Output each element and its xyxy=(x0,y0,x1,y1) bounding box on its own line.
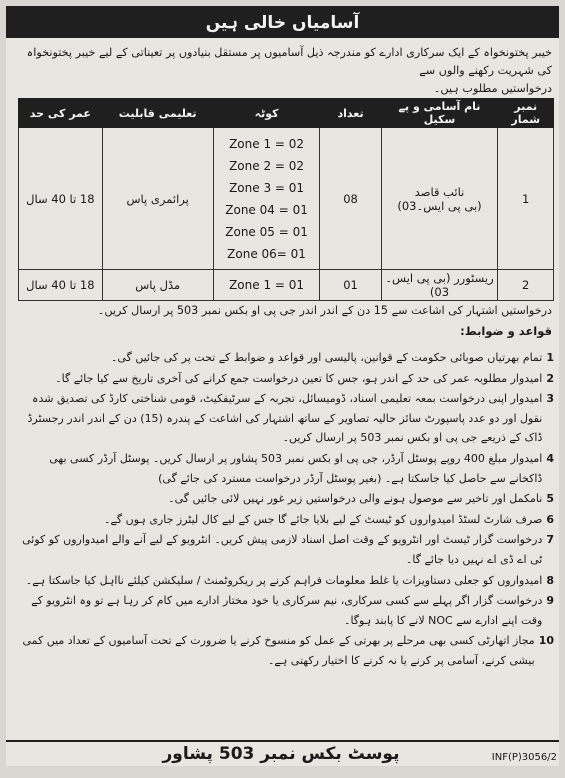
table-row xyxy=(19,270,554,301)
list-item xyxy=(20,449,554,488)
header-count: تعداد xyxy=(320,99,381,128)
footer xyxy=(6,740,559,772)
header-serial: نمبر شمار xyxy=(498,99,554,128)
zone-entry: Zone 04 = 01 xyxy=(225,202,308,217)
list-item xyxy=(20,571,554,591)
list-item xyxy=(20,530,554,569)
row-serial: 2 xyxy=(498,270,554,301)
rule-number: 9 xyxy=(546,594,554,608)
list-item xyxy=(20,489,554,509)
list-item xyxy=(20,631,554,670)
header-qualification: تعلیمی قابلیت xyxy=(102,99,213,128)
rule-number: 8 xyxy=(546,573,554,587)
vacancies-table xyxy=(18,98,554,301)
row-serial: 1 xyxy=(498,128,554,270)
zone-entry: Zone 1 = 01 xyxy=(229,278,305,292)
rules-list xyxy=(20,348,554,672)
header-post: نام آسامی و پے سکیل xyxy=(381,99,498,128)
rule-text: امیدوار مطلوبہ عمر کی حد کے اندر ہو، جس کا تعین درخواست جمع کرانے کی آخری تاریخ سے کیا جائے گا۔ xyxy=(55,371,543,385)
row-zones xyxy=(213,128,320,270)
row-age: 18 تا 40 سال xyxy=(19,270,103,301)
header-age: عمر کی حد xyxy=(19,99,103,128)
rule-number: 10 xyxy=(538,634,554,648)
rule-text: نامکمل اور تاخیر سے موصول ہونے والی درخواستیں زیر غور نہیں لائی جائیں گی۔ xyxy=(168,492,543,506)
rule-text: درخواست گزار ٹیسٹ اور انٹرویو کے وقت اصل اسناد لازمی پیش کریں۔ انٹرویو کے لیے آنے والے امیدواروں کو کوئی ٹی اے ڈی اے نہیں دیا جائے گا۔ xyxy=(22,533,543,566)
row-count: 01 xyxy=(320,270,381,301)
intro-line-2: درخواستیں مطلوب ہیں۔ xyxy=(433,82,552,95)
zone-entry: Zone 05 = 01 xyxy=(225,224,308,239)
footer-address: پوسٹ بکس نمبر 503 پشاور xyxy=(162,744,400,764)
zone-entry: Zone 1 = 02 xyxy=(229,136,305,151)
rule-number: 3 xyxy=(546,392,554,406)
rule-text: تمام بھرتیاں صوبائی حکومت کے قوانین، پالیسی اور قواعد و ضوابط کے تحت پر کی جائیں گی۔ xyxy=(110,351,543,364)
zone-entry: Zone 06= 01 xyxy=(227,246,306,261)
advertisement-page xyxy=(6,6,559,766)
rule-text: درخواست گزار اگر پہلے سے کسی سرکاری، نیم سرکاری یا خود مختار ادارے میں کام کر رہا ہے تو وہ انٹرویو کے وقت اپنے ادارے سے NOC لانے کا پابند ہوگا۔ xyxy=(31,594,543,627)
vacancies-header xyxy=(6,6,559,38)
list-item xyxy=(20,510,554,530)
reference-number: INF(P)3056/2 xyxy=(491,752,557,763)
zone-entry: Zone 2 = 02 xyxy=(229,158,305,173)
row-post xyxy=(381,128,498,270)
header-quota: کوٹہ xyxy=(213,99,320,128)
row-qualification: مڈل پاس xyxy=(102,270,213,301)
list-item xyxy=(20,591,554,630)
zone-entry: Zone 3 = 01 xyxy=(229,180,305,195)
intro-line-1: خیبر پختونخواہ کے ایک سرکاری ادارے کو مندرجہ ذیل آسامیوں پر مستقل بنیادوں پر تعیناتی کے لیے خیبر پختونخواہ کی شہریت رکھنے والوں سے xyxy=(26,46,552,77)
rule-text: امیدوار مبلغ 400 روپے پوسٹل آرڈر، جی پی او بکس نمبر 503 پشاور پر ارسال کریں۔ پوسٹل آرڈر کسی بھی ڈاکخانے سے حاصل کیا جاسکتا ہے۔ (بغیر پوسٹل آرڈر درخواست مسترد کی جائے گی) xyxy=(49,451,543,485)
table-row xyxy=(19,128,554,270)
rules-title: قواعد و ضوابط: xyxy=(460,324,552,338)
list-item xyxy=(20,369,554,389)
rule-text: صرف شارٹ لسٹڈ امیدواروں کو ٹیسٹ کے لیے بلایا جائے گا جس کے لیے کال لیٹرز جاری ہوں گے۔ xyxy=(104,512,543,526)
application-deadline: درخواستیں اشتہار کی اشاعت سے 15 دن کے اندر اندر جی پی او بکس نمبر 503 پر ارسال کریں۔ xyxy=(97,304,552,317)
rule-text: امیدواروں کو جعلی دستاویزات یا غلط معلومات فراہم کرنے پر ریکروٹمنٹ / سلیکشن کیلئے نااہل کیا جاسکتا ہے۔ xyxy=(25,573,543,587)
row-zones xyxy=(213,270,320,301)
row-count: 08 xyxy=(320,128,381,270)
rule-number: 7 xyxy=(546,533,554,547)
post-scale: (بی پی ایس۔03) xyxy=(397,198,482,213)
intro-text xyxy=(20,44,552,98)
table-header-row xyxy=(19,99,554,128)
list-item xyxy=(20,348,554,368)
rule-number: 1 xyxy=(546,351,554,364)
rule-text: امیدوار اپنی درخواست بمعہ تعلیمی اسناد، ڈومیسائل، تجربہ کے سرٹیفکیٹ، قومی شناختی کارڈ کی تصدیق شدہ نقول اور دو عدد پاسپورٹ سائز حالیہ تصاویر کے ساتھ اشتہار کی اشاعت کے پندرہ (15) دن کے اندر اندر رجسٹرڈ ڈاک کے ذریعے جی پی او بکس نمبر 503 پر ارسال کریں۔ xyxy=(27,392,543,445)
row-post: ریسٹورر (بی پی ایس۔03) xyxy=(381,270,498,301)
list-item xyxy=(20,389,554,448)
row-qualification: پرائمری پاس xyxy=(102,128,213,270)
rule-number: 2 xyxy=(546,371,554,385)
rule-number: 4 xyxy=(546,451,554,465)
rule-number: 6 xyxy=(546,512,554,526)
header-title: آسامیاں خالی ہیں xyxy=(205,12,360,33)
rule-number: 5 xyxy=(546,492,554,506)
post-name: نائب قاصد xyxy=(414,184,465,199)
rule-text: مجاز اتھارٹی کسی بھی مرحلے پر بھرتی کے عمل کو منسوخ کرنے یا ضرورت کے تحت آسامیوں کے تعداد میں کمی بیشی کرنے، آسامی پر کرنے یا نہ کرنے کا اختیار رکھتی ہے۔ xyxy=(22,634,535,667)
row-age: 18 تا 40 سال xyxy=(19,128,103,270)
